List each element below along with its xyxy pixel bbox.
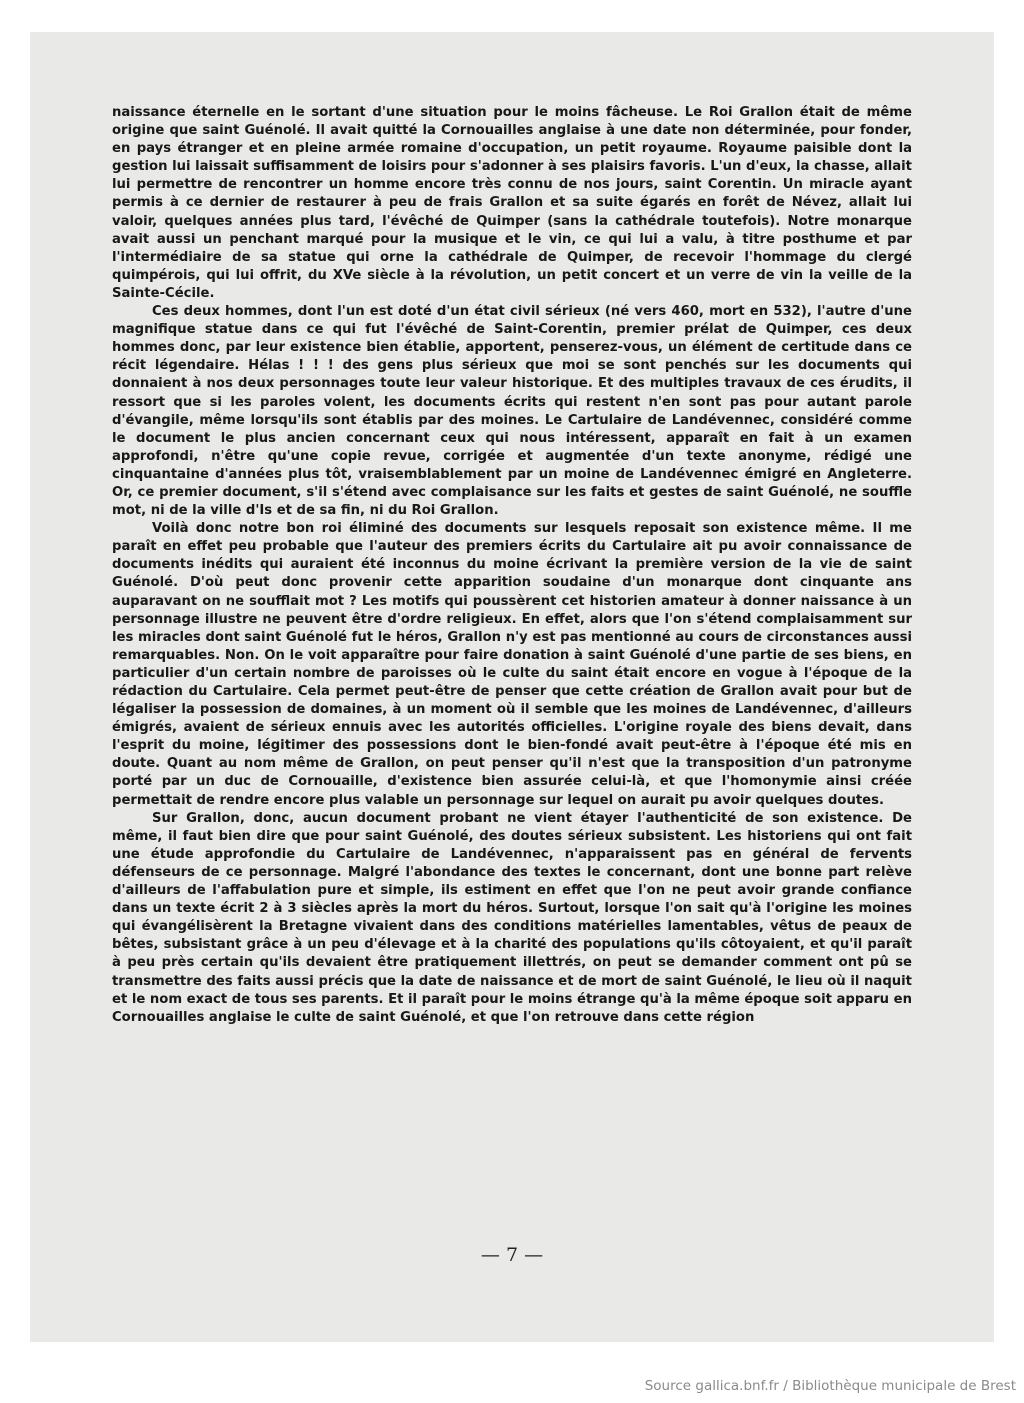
paragraph-3: Voilà donc notre bon roi éliminé des documents sur lesquels reposait son existence même. Il me paraît en effet peu probable que l'auteur des premiers écrits du Cartulaire ait pu avoir connaissance de documents inédits qui auraient été inconnus du moine écrivant la première version de la vie de saint Guénolé. D'où peut donc provenir cette apparition soudaine d'un monarque dont cinquante ans auparavant on ne soufflait mot ? Les motifs qui poussèrent cet historien amateur à donner naissance à un personnage illustre ne peuvent être d'ordre religieux. En effet, alors que l'on s'étend complaisamment sur les miracles dont saint Guénolé fut le héros, Grallon n'y est pas mentionné au cours de circonstances aussi remarquables. Non. On le voit apparaître pour faire donation à saint Guénolé d'une partie de ses biens, en particulier d'un certain nombre de paroisses où le culte du saint était encore en vogue à l'époque de la rédaction du Cartulaire. Cela permet peut-être de penser que cette création de Grallon avait pour but de légaliser la possession de domaines, à un moment où il semble que les moines de Landévennec, d'ailleurs émigrés, avaient de sérieux ennuis avec les autorités officielles. L'origine royale des biens devait, dans l'esprit du moine, légitimer des possessions dont le bien-fondé avait peut-être à l'époque été mis en doute. Quant au nom même de Grallon, on peut penser qu'il n'est que la transposition d'un patronyme porté par un duc de Cornouaille, d'existence bien assurée celui-là, et que l'homonymie ainsi créée permettait de rendre encore plus valable un personnage sur lequel on aurait pu avoir quelques doutes.	[112, 521, 912, 808]
page-body	[112, 104, 912, 1027]
paragraph-4: Sur Grallon, donc, aucun document probant ne vient étayer l'authenticité de son existence. De même, il faut bien dire que pour saint Guénolé, des doutes sérieux subsistent. Les historiens qui ont fait une étude approfondie du Cartulaire de Landévennec, n'apparaissent pas en général de fervents défenseurs de ce personnage. Malgré l'abondance des textes le concernant, dont une bonne part relève d'ailleurs de l'affabulation pure et simple, ils estiment en effet que l'on ne peut avoir grande confiance dans un texte écrit 2 à 3 siècles après la mort du héros. Surtout, lorsque l'on sait qu'à l'origine les moines qui évangélisèrent la Bretagne vivaient dans des conditions matérielles lamentables, vêtus de peaux de bêtes, subsistant grâce à un peu d'élevage et à la charité des populations qu'ils côtoyaient, et qu'il paraît à peu près certain qu'ils devaient être pratiquement illettrés, on peut se demander comment ont pû se transmettre des faits aussi précis que la date de naissance et de mort de saint Guénolé, le lieu où il naquit et le nom exact de tous ses parents. Et il paraît pour le moins étrange qu'à la même époque soit apparu en Cornouailles anglaise le culte de saint Guénolé, et que l'on retrouve dans cette région	[112, 810, 912, 1025]
scanned-page	[30, 32, 994, 1342]
page-number: — 7 —	[480, 1244, 544, 1266]
paragraph-2: Ces deux hommes, dont l'un est doté d'un état civil sérieux (né vers 460, mort en 532), l'autre d'une magnifique statue dans ce qui fut l'évêché de Saint-Corentin, premier prélat de Quimper, ces deux hommes donc, par leur existence bien établie, apportent, penserez-vous, un élément de certitude dans ce récit légendaire. Hélas ! ! ! des gens plus sérieux que moi se sont penchés sur les documents qui donnaient à nos deux personnages toute leur valeur historique. Et des multiples travaux de ces érudits, il ressort que si les paroles volent, les documents écrits qui restent n'en sont pas pour autant parole d'évangile, même lorsqu'ils sont établis par des moines. Le Cartulaire de Landévennec, considéré comme le document le plus ancien concernant ceux qui nous intéressent, apparaît en fait à un examen approfondi, n'être qu'une copie revue, corrigée et augmentée d'un texte anonyme, rédigé une cinquantaine d'années plus tôt, vraisemblablement par un moine de Landévennec émigré en Angleterre. Or, ce premier document, s'il s'étend avec complaisance sur les faits et gestes de saint Guénolé, ne souffle mot, ni de la ville d'Is et de sa fin, ni du Roi Grallon.	[112, 304, 912, 519]
paragraph-1: naissance éternelle en le sortant d'une situation pour le moins fâcheuse. Le Roi Grallon était de même origine que saint Guénolé. Il avait quitté la Cornouailles anglaise à une date non déterminée, pour fonder, en pays étranger et en pleine armée romaine d'occupation, un petit royaume. Royaume paisible dont la gestion lui laissait suffisamment de loisirs pour s'adonner à ses plaisirs favoris. L'un d'eux, la chasse, allait lui permettre de rencontrer un homme encore très connu de nos jours, saint Corentin. Un miracle ayant permis à ce dernier de restaurer à peu de frais Grallon et sa suite égarés en forêt de Névez, allait lui valoir, quelques années plus tard, l'évêché de Quimper (sans la cathédrale toutefois). Notre monarque avait aussi un penchant marqué pour la musique et le vin, ce qui lui a valu, à titre posthume et par l'intermédiaire de sa statue qui orne la cathédrale de Quimper, de recevoir l'hommage du clergé quimpérois, qui lui offrit, du XVe siècle à la révolution, un petit concert et un verre de vin la veille de la Sainte-Cécile.	[112, 105, 912, 301]
source-credit: Source gallica.bnf.fr / Bibliothèque municipale de Brest	[644, 1378, 1016, 1394]
